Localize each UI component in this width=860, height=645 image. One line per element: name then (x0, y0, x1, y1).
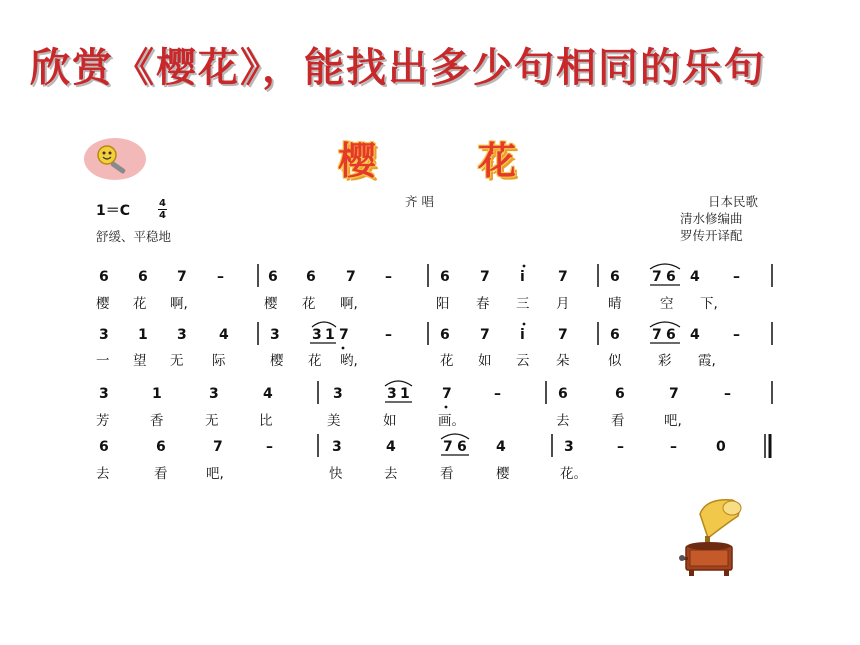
note: 3 (332, 439, 342, 455)
translator-credit: 罗传开译配 (680, 228, 743, 243)
note: 6 (138, 269, 148, 285)
note: 6 (99, 439, 109, 455)
note: 7 (652, 327, 662, 343)
note: 1 (400, 386, 410, 402)
lyric: 云 (516, 353, 530, 369)
note: 6 (610, 269, 620, 285)
lyric: 啊, (340, 296, 358, 312)
lyric: 樱 (96, 296, 110, 312)
song-origin: 日本民歌 (708, 194, 759, 209)
note: 7 (480, 269, 490, 285)
note: 4 (690, 269, 700, 285)
dash: – (733, 269, 740, 285)
note-high: i (520, 269, 525, 285)
note: 7 (480, 327, 490, 343)
lyric: 霞, (698, 353, 716, 369)
dash: – (385, 269, 392, 285)
note: 1 (152, 386, 162, 402)
note: 7 (669, 386, 679, 402)
note: 3 (99, 327, 109, 343)
lyric: 一 (96, 353, 110, 369)
lyric: 芳 (96, 413, 110, 429)
dash: – (217, 269, 224, 285)
note: 7 (346, 269, 356, 285)
note: 3 (177, 327, 187, 343)
song-title-char-2: 花 (478, 139, 517, 183)
gramophone-icon (672, 494, 746, 584)
note: 3 (387, 386, 397, 402)
lyric: 美 (327, 413, 341, 429)
lyric: 似 (608, 353, 622, 369)
lyric: 啊, (170, 296, 188, 312)
dash: – (670, 439, 677, 455)
lyric: 朵 (556, 353, 570, 369)
tempo-marking: 舒缓、平稳地 (96, 229, 172, 244)
lyric: 月 (556, 296, 570, 312)
lyric: 晴 (608, 296, 622, 312)
note: 3 (333, 386, 343, 402)
lyric: 如 (478, 353, 492, 369)
dash: – (385, 327, 392, 343)
lyric: 去 (384, 466, 398, 482)
lyrics-row-2 (96, 352, 716, 369)
note: 6 (440, 269, 450, 285)
lyric: 比 (259, 413, 273, 429)
lyric: 香 (150, 413, 164, 429)
note: 4 (496, 439, 506, 455)
note: 7 (558, 327, 568, 343)
lyric: 吧, (206, 466, 224, 482)
lyric: 樱 (496, 466, 510, 482)
lyric: 三 (516, 296, 530, 312)
lyrics-row-3 (96, 412, 682, 429)
lyric: 看 (440, 466, 454, 482)
lyric: 如 (383, 413, 397, 429)
note: 6 (558, 386, 568, 402)
lyric: 望 (133, 353, 147, 369)
lyric: 际 (212, 353, 226, 369)
lyric: 春 (476, 296, 490, 312)
lyric: 彩 (658, 353, 672, 369)
note: 4 (386, 439, 396, 455)
lyric: 樱 (270, 353, 284, 369)
lyrics-row-1 (96, 295, 718, 312)
note: 6 (440, 327, 450, 343)
lyric: 樱 (264, 296, 278, 312)
lyric: 哟, (340, 353, 358, 369)
lyrics-row-4 (96, 465, 587, 482)
dash: – (733, 327, 740, 343)
note-high: i (520, 327, 525, 343)
lyric: 无 (170, 353, 184, 369)
time-signature-bottom: 4 (159, 210, 166, 221)
note: 1 (138, 327, 148, 343)
lyric: 空 (660, 296, 674, 312)
note: 6 (99, 269, 109, 285)
note: 6 (156, 439, 166, 455)
lyric: 看 (154, 466, 168, 482)
note: 7 (443, 439, 453, 455)
note: 6 (666, 327, 676, 343)
note: 4 (219, 327, 229, 343)
arranger-credit: 清水修编曲 (680, 211, 743, 226)
lyric: 快 (329, 466, 343, 482)
note: 6 (306, 269, 316, 285)
note-low: 7 (339, 327, 349, 343)
note: 3 (99, 386, 109, 402)
note: 3 (564, 439, 574, 455)
note: 7 (213, 439, 223, 455)
note: 3 (209, 386, 219, 402)
note: 6 (666, 269, 676, 285)
note: 7 (558, 269, 568, 285)
dash: – (724, 386, 731, 402)
lyric: 无 (205, 413, 219, 429)
dash: – (266, 439, 273, 455)
slide-title: 欣赏《樱花》，能找出多少句相同的乐句 (30, 45, 766, 91)
note-low: 7 (442, 386, 452, 402)
lyric: 去 (556, 413, 570, 429)
score-row-2 (99, 322, 772, 349)
note: 4 (690, 327, 700, 343)
score-row-1 (99, 264, 772, 287)
lyric: 吧, (664, 413, 682, 429)
lyric: 下, (700, 296, 718, 312)
lyric: 花 (308, 353, 322, 369)
dash: – (617, 439, 624, 455)
score-row-4 (99, 434, 770, 458)
note-rest: 0 (716, 439, 726, 455)
performance-mode: 齐 唱 (405, 194, 434, 209)
lyric: 阳 (436, 296, 450, 312)
note: 6 (268, 269, 278, 285)
dash: – (494, 386, 501, 402)
note: 6 (615, 386, 625, 402)
note: 7 (652, 269, 662, 285)
note: 6 (610, 327, 620, 343)
lyric: 去 (96, 466, 110, 482)
lyric: 看 (611, 413, 625, 429)
note: 6 (457, 439, 467, 455)
time-signature-top: 4 (159, 198, 166, 209)
note: 1 (325, 327, 335, 343)
note: 3 (312, 327, 322, 343)
lyric: 花。 (560, 466, 587, 482)
note: 3 (270, 327, 280, 343)
key-signature: 1＝C (96, 203, 131, 219)
lyric: 花 (302, 296, 316, 312)
song-title-char-1: 樱 (338, 139, 377, 183)
note: 7 (177, 269, 187, 285)
lyric: 画。 (438, 413, 465, 429)
score-row-3 (99, 381, 772, 408)
note: 4 (263, 386, 273, 402)
lyric: 花 (440, 353, 454, 369)
lyric: 花 (133, 296, 147, 312)
